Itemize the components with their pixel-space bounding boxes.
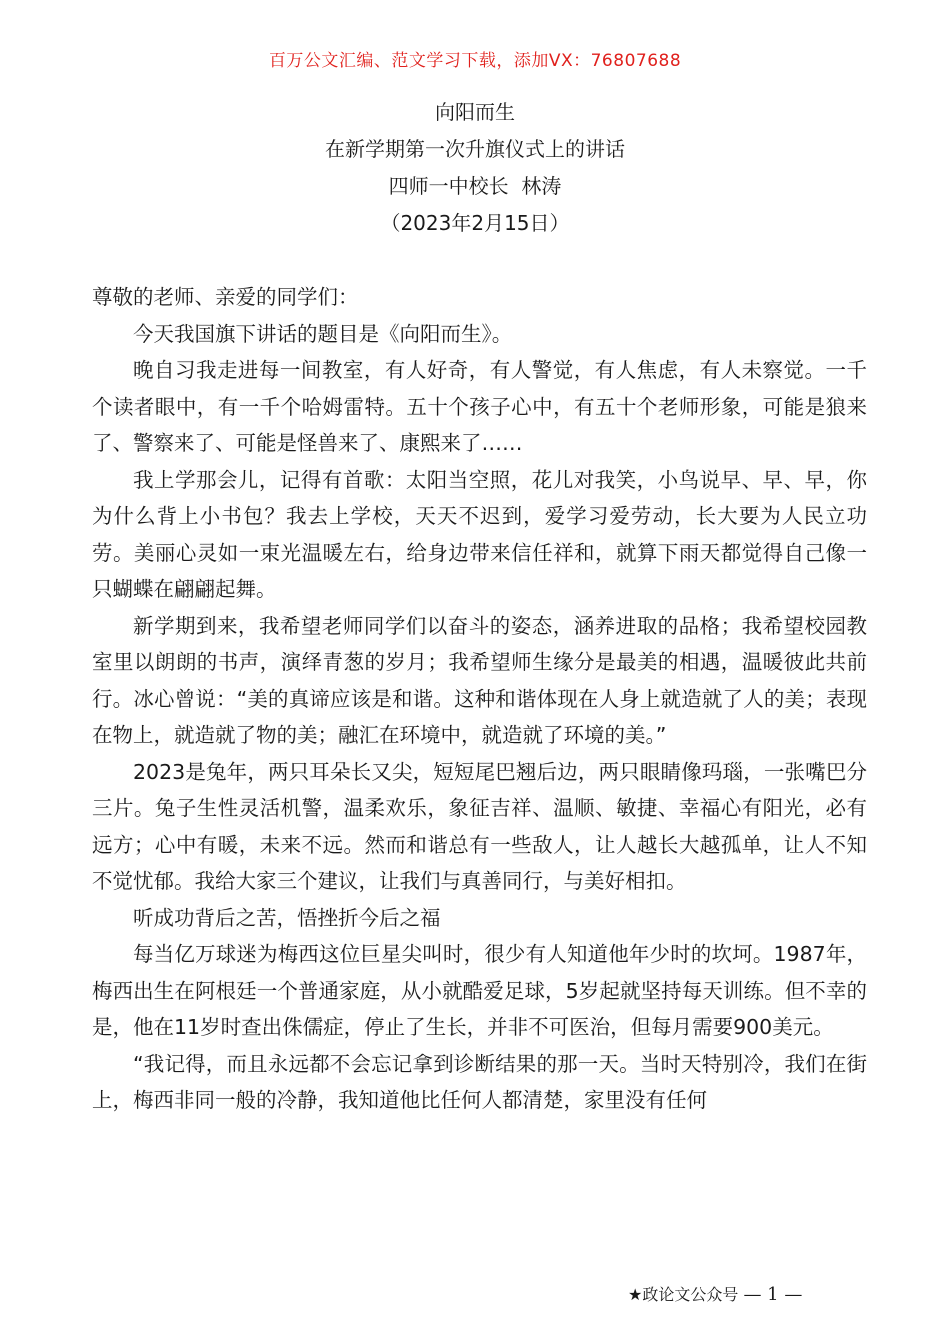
paragraph: 我上学那会儿，记得有首歌：太阳当空照，花儿对我笑，小鸟说早、早、早，你为什么背上小书包？我去上学校，天天不迟到，爱学习爱劳动，长大要为人民立功劳。美丽心灵如一束光温暖左右，给身边带来信任祥和，就算下雨天都觉得自己像一只蝴蝶在翩翩起舞。 xyxy=(92,467,867,601)
section-heading: 听成功背后之苦，悟挫折今后之福 xyxy=(133,905,441,930)
paragraph: “我记得，而且永远都不会忘记拿到诊断结果的那一天。当时天特别冷，我们在街上，梅西非同一般的冷静，我知道他比任何人都清楚，家里没有任何 xyxy=(92,1051,867,1112)
document-body xyxy=(92,279,867,1119)
paragraph: 每当亿万球迷为梅西这位巨星尖叫时，很少有人知道他年少时的坎坷。1987年，梅西出生在阿根廷一个普通家庭，从小就酷爱足球，5岁起就坚持每天训练。但不幸的是，他在11岁时查出侏儒症，停止了生长，并非不可医治，但每月需要900美元。 xyxy=(92,942,867,1039)
paragraph: 今天我国旗下讲话的题目是《向阳而生》。 xyxy=(133,321,513,346)
document-author: 四师一中校长 林涛 xyxy=(388,174,562,198)
page-footer xyxy=(628,1282,802,1305)
paragraph: 新学期到来，我希望老师同学们以奋斗的姿态，涵养进取的品格；我希望校园教室里以朗朗的书声，演绎青葱的岁月；我希望师生缘分是最美的相遇，温暖彼此共前行。冰心曾说：“美的真谛应该是和谐。这种和谐体现在人身上就造就了人的美；表现在物上，就造就了物的美；融汇在环境中，就造就了环境的美。” xyxy=(92,613,867,747)
paragraph: 2023是兔年，两只耳朵长又尖，短短尾巴翘后边，两只眼睛像玛瑙，一张嘴巴分三片。兔子生性灵活机警，温柔欢乐，象征吉祥、温顺、敏捷、幸福心有阳光，必有远方；心中有暖，未来不远。然而和谐总有一些敌人，让人越长大越孤单，让人不知不觉忧郁。我给大家三个建议，让我们与真善同行，与美好相扣。 xyxy=(92,759,867,893)
document-subtitle: 在新学期第一次升旗仪式上的讲话 xyxy=(325,137,625,161)
paragraph: 晚自习我走进每一间教室，有人好奇，有人警觉，有人焦虑，有人未察觉。一千个读者眼中，有一千个哈姆雷特。五十个孩子心中，有五十个老师形象，可能是狼来了、警察来了、可能是怪兽来了、康熙来了…… xyxy=(92,358,867,455)
document-date: （2023年2月15日） xyxy=(380,211,570,235)
document-title: 向阳而生 xyxy=(435,100,515,124)
footer-source: ★政论文公众号 xyxy=(628,1285,739,1304)
page-number: — 1 — xyxy=(743,1284,803,1305)
promo-banner: 百万公文汇编、范文学习下载，添加VX：76807688 xyxy=(268,51,682,71)
salutation: 尊敬的老师、亲爱的同学们： xyxy=(92,285,359,309)
